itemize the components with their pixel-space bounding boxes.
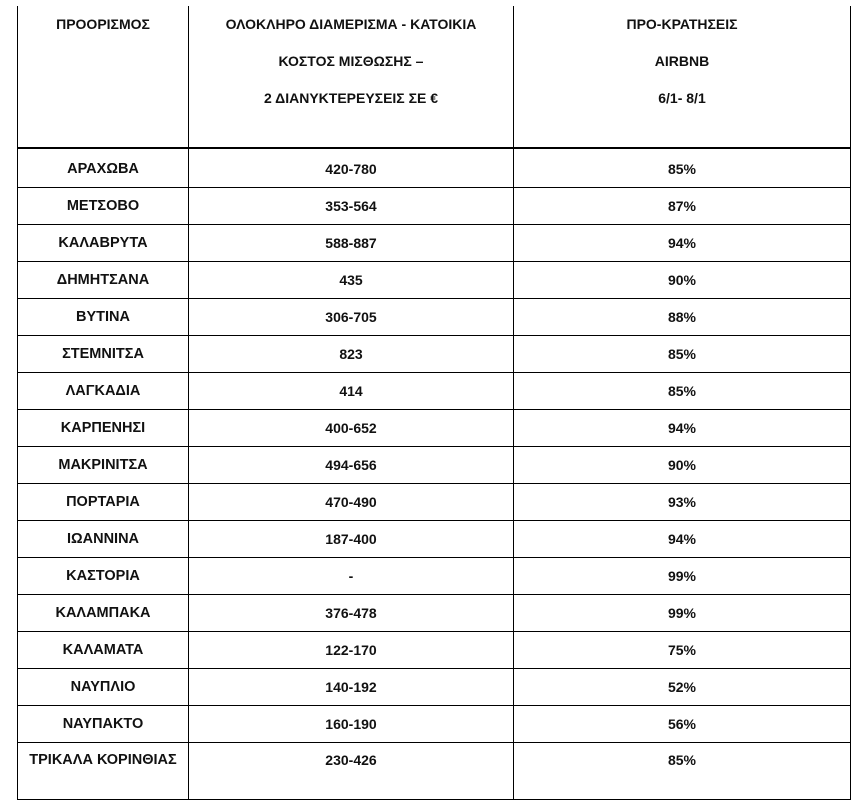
cell-bookings: 52% [514,669,851,706]
cell-bookings: 56% [514,706,851,743]
cell-destination: ΚΑΛΑΒΡΥΤΑ [18,225,189,262]
cell-bookings: 94% [514,225,851,262]
cell-bookings: 87% [514,188,851,225]
cell-cost: 470-490 [189,484,514,521]
cell-cost: 306-705 [189,299,514,336]
table-row [18,336,851,373]
table-row [18,484,851,521]
cell-cost: 140-192 [189,669,514,706]
cell-cost: 230-426 [189,743,514,800]
cell-cost: 400-652 [189,410,514,447]
cell-destination: ΚΑΣΤΟΡΙΑ [18,558,189,595]
table-row [18,595,851,632]
cell-cost: 414 [189,373,514,410]
cell-cost: 494-656 [189,447,514,484]
cell-bookings: 93% [514,484,851,521]
header-cost-line-3: 2 ΔΙΑΝΥΚΤΕΡΕΥΣΕΙΣ ΣΕ € [263,90,438,106]
cell-destination: ΔΗΜΗΤΣΑΝΑ [18,262,189,299]
header-bookings-line-3: 6/1- 8/1 [658,90,706,106]
header-row [18,6,851,148]
table-row [18,447,851,484]
cell-cost: 160-190 [189,706,514,743]
cell-cost: 435 [189,262,514,299]
cell-bookings: 85% [514,373,851,410]
table-body [18,148,851,800]
cell-bookings: 90% [514,262,851,299]
cell-bookings: 85% [514,148,851,188]
cell-destination: ΚΑΡΠΕΝΗΣΙ [18,410,189,447]
cell-destination: ΚΑΛΑΜΑΤΑ [18,632,189,669]
table-row [18,188,851,225]
header-destination [18,6,189,148]
cell-cost: 420-780 [189,148,514,188]
cell-destination: ΤΡΙΚΑΛΑ ΚΟΡΙΝΘΙΑΣ [18,743,189,800]
cell-destination: ΒΥΤΙΝΑ [18,299,189,336]
table-row [18,558,851,595]
cell-bookings: 88% [514,299,851,336]
cell-bookings: 90% [514,447,851,484]
cell-bookings: 99% [514,558,851,595]
header-cost [189,6,514,148]
cell-destination: ΚΑΛΑΜΠΑΚΑ [18,595,189,632]
cell-destination: ΑΡΑΧΩΒΑ [18,148,189,188]
table-row [18,743,851,800]
table-row [18,299,851,336]
table-row [18,410,851,447]
header-destination-line: ΠΡΟΟΡΙΣΜΟΣ [56,16,150,32]
table-row [18,148,851,188]
header-bookings-line-2: AIRBNB [654,53,710,69]
cell-bookings: 75% [514,632,851,669]
cell-destination: ΜΕΤΣΟΒΟ [18,188,189,225]
cell-destination: ΣΤΕΜΝΙΤΣΑ [18,336,189,373]
cell-bookings: 85% [514,743,851,800]
rental-prices-table [17,6,851,800]
header-bookings [514,6,851,148]
cell-cost: 376-478 [189,595,514,632]
table-row [18,669,851,706]
table-row [18,225,851,262]
cell-bookings: 99% [514,595,851,632]
cell-cost: - [189,558,514,595]
table-row [18,706,851,743]
cell-destination: ΙΩΑΝΝΙΝΑ [18,521,189,558]
cell-cost: 187-400 [189,521,514,558]
table-row [18,521,851,558]
table-row [18,373,851,410]
cell-cost: 122-170 [189,632,514,669]
header-cost-line-2: ΚΟΣΤΟΣ ΜΙΣΘΩΣΗΣ – [278,53,424,69]
header-cost-line-1: ΟΛΟΚΛΗΡΟ ΔΙΑΜΕΡΙΣΜΑ - ΚΑΤΟΙΚΙΑ [225,16,477,32]
cell-cost: 353-564 [189,188,514,225]
cell-bookings: 94% [514,410,851,447]
cell-cost: 588-887 [189,225,514,262]
cell-destination: ΜΑΚΡΙΝΙΤΣΑ [18,447,189,484]
table-row [18,632,851,669]
cell-bookings: 94% [514,521,851,558]
cell-cost: 823 [189,336,514,373]
cell-destination: ΝΑΥΠΛΙΟ [18,669,189,706]
table-row [18,262,851,299]
header-bookings-line-1: ΠΡΟ-ΚΡΑΤΗΣΕΙΣ [626,16,738,32]
table-header [18,6,851,148]
cell-destination: ΝΑΥΠΑΚΤΟ [18,706,189,743]
cell-destination: ΛΑΓΚΑΔΙΑ [18,373,189,410]
cell-destination: ΠΟΡΤΑΡΙΑ [18,484,189,521]
cell-bookings: 85% [514,336,851,373]
